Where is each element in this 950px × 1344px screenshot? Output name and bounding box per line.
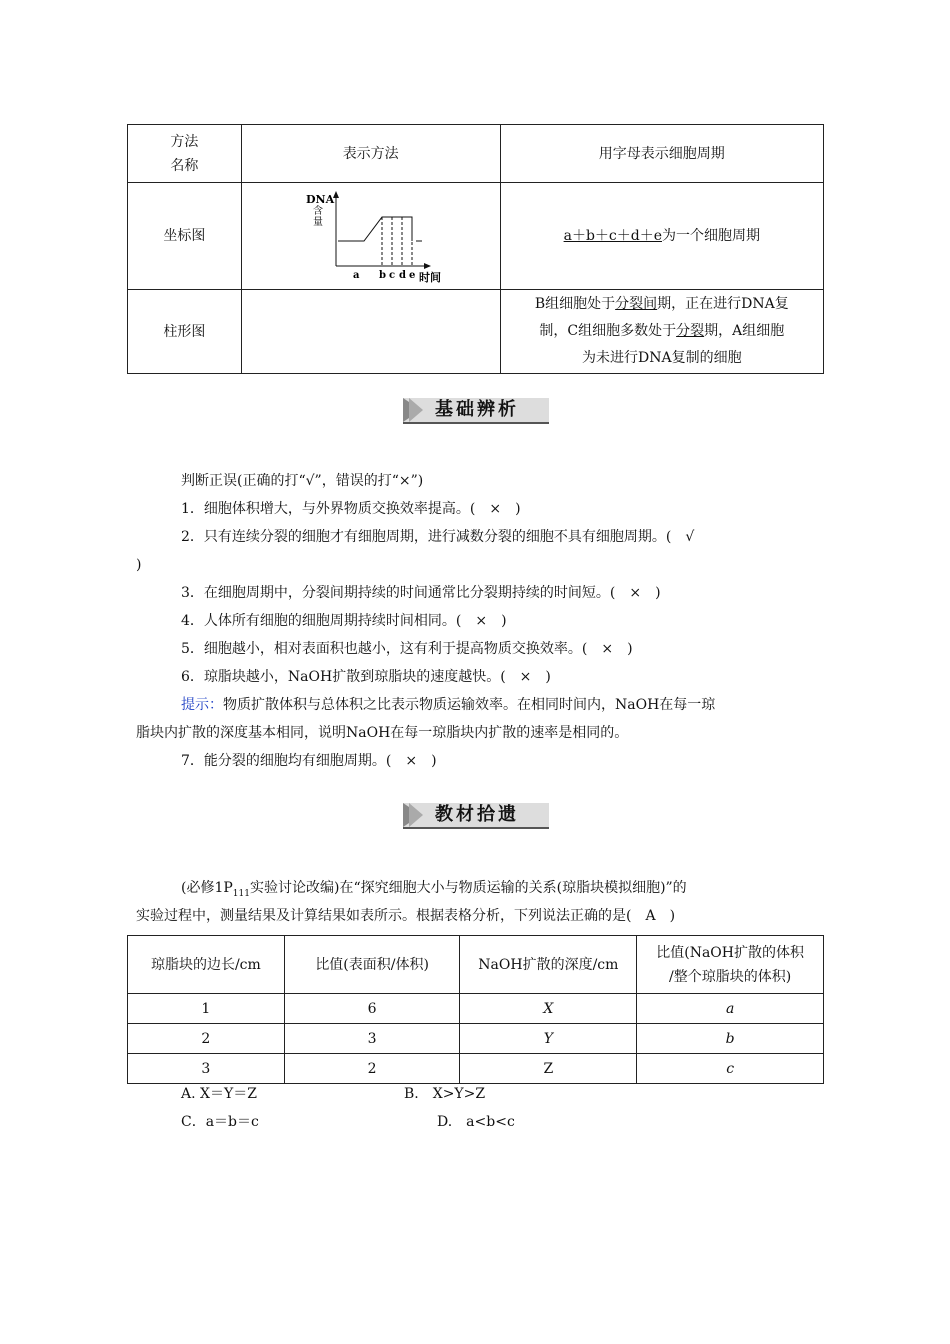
- hint-label: 提示：: [181, 697, 223, 713]
- judge-intro: 判断正误(正确的打“√”，错误的打“×”): [181, 473, 424, 489]
- table-row: [128, 290, 824, 374]
- row-histogram-name: 柱形图: [128, 290, 242, 374]
- section-banner-textbook: [403, 803, 549, 827]
- judge-item-7: 7．能分裂的细胞均有细胞周期。( × ): [181, 753, 437, 769]
- option-b: B. X>Y>Z: [404, 1086, 486, 1102]
- banner-arrow-inner-icon: [409, 803, 423, 827]
- table-cell: a: [637, 994, 824, 1024]
- header-volume-ratio: [637, 936, 824, 994]
- table-row: [128, 1024, 824, 1054]
- text-span: 期，正在进行DNA复: [657, 296, 789, 312]
- option-d: D. a<b<c: [437, 1114, 515, 1130]
- judge-item-2-close: ): [136, 557, 142, 573]
- option-a: A. X＝Y＝Z: [181, 1086, 257, 1102]
- graph-y-label-dna: DNA: [305, 192, 334, 206]
- judge-item-3: 3．在细胞周期中，分裂间期持续的时间通常比分裂期持续的时间短。( × ): [181, 585, 661, 601]
- text-span: 制，C组细胞多数处于: [539, 323, 677, 339]
- cell-cycle-formula: a＋b＋c＋d＋e: [563, 228, 662, 244]
- underlined-answer: 分裂: [676, 323, 705, 339]
- header-surface-volume: 比值(表面积/体积): [284, 936, 460, 994]
- table-row: [128, 1054, 824, 1084]
- row-histogram-desc: [500, 290, 823, 374]
- table-cell: Z: [460, 1054, 637, 1084]
- graph-tick-d: d: [398, 269, 406, 281]
- banner-underline: [403, 422, 549, 424]
- graph-x-arrow: [424, 263, 431, 269]
- row-coordinate-name: 坐标图: [128, 183, 242, 290]
- dna-content-graph: [286, 189, 456, 284]
- table-cell: X: [460, 994, 637, 1024]
- table-cell: 2: [284, 1054, 460, 1084]
- section-title: 基础辨析: [435, 399, 519, 420]
- section-title: 教材拾遗: [435, 804, 519, 825]
- coordinate-graph-cell: [241, 183, 500, 290]
- row-coordinate-desc: [500, 183, 823, 290]
- histogram-desc-line1: [501, 291, 823, 318]
- text-span: B组细胞处于: [534, 296, 616, 312]
- histogram-cell: [241, 290, 500, 374]
- table-cell: 2: [128, 1024, 285, 1054]
- method-table: [127, 124, 824, 374]
- hint-line-2: 脂块内扩散的深度基本相同，说明NaOH在每一琼脂块内扩散的速率是相同的。: [136, 725, 629, 741]
- header-line: /整个琼脂块的体积): [669, 968, 792, 985]
- judge-item-2: 2．只有连续分裂的细胞才有细胞周期，进行减数分裂的细胞不具有细胞周期。( √: [181, 529, 695, 545]
- agar-table: [127, 935, 824, 1084]
- text-span: (必修1P: [181, 880, 233, 896]
- table-cell: b: [637, 1024, 824, 1054]
- banner-arrow-inner-icon: [409, 398, 423, 422]
- table-cell: 3: [128, 1054, 285, 1084]
- page-subscript: 111: [232, 888, 250, 899]
- graph-tick-b: b: [378, 269, 386, 281]
- table-cell: c: [637, 1054, 824, 1084]
- header-letter-representation: 用字母表示细胞周期: [500, 125, 823, 183]
- judge-item-5: 5．细胞越小，相对表面积也越小，这有利于提高物质交换效率。( × ): [181, 641, 633, 657]
- text-span: 期，A组细胞: [704, 323, 785, 339]
- hint-line-1: [181, 696, 715, 714]
- table-row: [128, 125, 824, 183]
- graph-y-label-liang: 量: [312, 216, 323, 228]
- histogram-desc-line3: 为未进行DNA复制的细胞: [582, 350, 742, 366]
- cell-cycle-formula-rest: 为一个细胞周期: [662, 228, 760, 244]
- table-cell: 6: [284, 994, 460, 1024]
- header-method-name-line1: 方法: [170, 133, 199, 150]
- graph-x-label: 时间: [418, 270, 441, 284]
- graph-tick-c: c: [388, 269, 395, 281]
- header-method-name: [128, 125, 242, 183]
- judge-item-1: 1．细胞体积增大，与外界物质交换效率提高。( × ): [181, 501, 521, 517]
- graph-dna-curve: [338, 217, 412, 241]
- question-line-2: 实验过程中，测量结果及计算结果如表所示。根据表格分析，下列说法正确的是( A ): [136, 908, 676, 924]
- header-representation: 表示方法: [241, 125, 500, 183]
- judge-item-6: 6．琼脂块越小，NaOH扩散到琼脂块的速度越快。( × ): [181, 669, 551, 685]
- underlined-answer: 分裂间: [615, 296, 658, 312]
- header-edge-length: 琼脂块的边长/cm: [128, 936, 285, 994]
- table-row: [128, 994, 824, 1024]
- histogram-desc-line2: [501, 318, 823, 345]
- table-cell: 3: [284, 1024, 460, 1054]
- judge-item-4: 4．人体所有细胞的细胞周期持续时间相同。( × ): [181, 613, 507, 629]
- graph-y-label-han: 含: [312, 205, 323, 217]
- section-banner-basics: [403, 398, 549, 422]
- table-cell: Y: [460, 1024, 637, 1054]
- table-cell: 1: [128, 994, 285, 1024]
- question-line-1: [181, 879, 687, 903]
- header-method-name-line2: 名称: [170, 157, 199, 174]
- header-line: 比值(NaOH扩散的体积: [656, 944, 804, 961]
- option-c: C．a＝b＝c: [181, 1114, 259, 1130]
- header-naoh-depth: NaOH扩散的深度/cm: [460, 936, 637, 994]
- banner-underline: [403, 827, 549, 829]
- table-row: [128, 936, 824, 994]
- graph-tick-e: e: [408, 269, 416, 281]
- graph-tick-a: a: [352, 269, 360, 281]
- table-row: [128, 183, 824, 290]
- hint-text: 物质扩散体积与总体积之比表示物质运输效率。在相同时间内，NaOH在每一琼: [223, 697, 716, 713]
- text-span: 实验讨论改编)在“探究细胞大小与物质运输的关系(琼脂块模拟细胞)”的: [249, 880, 687, 896]
